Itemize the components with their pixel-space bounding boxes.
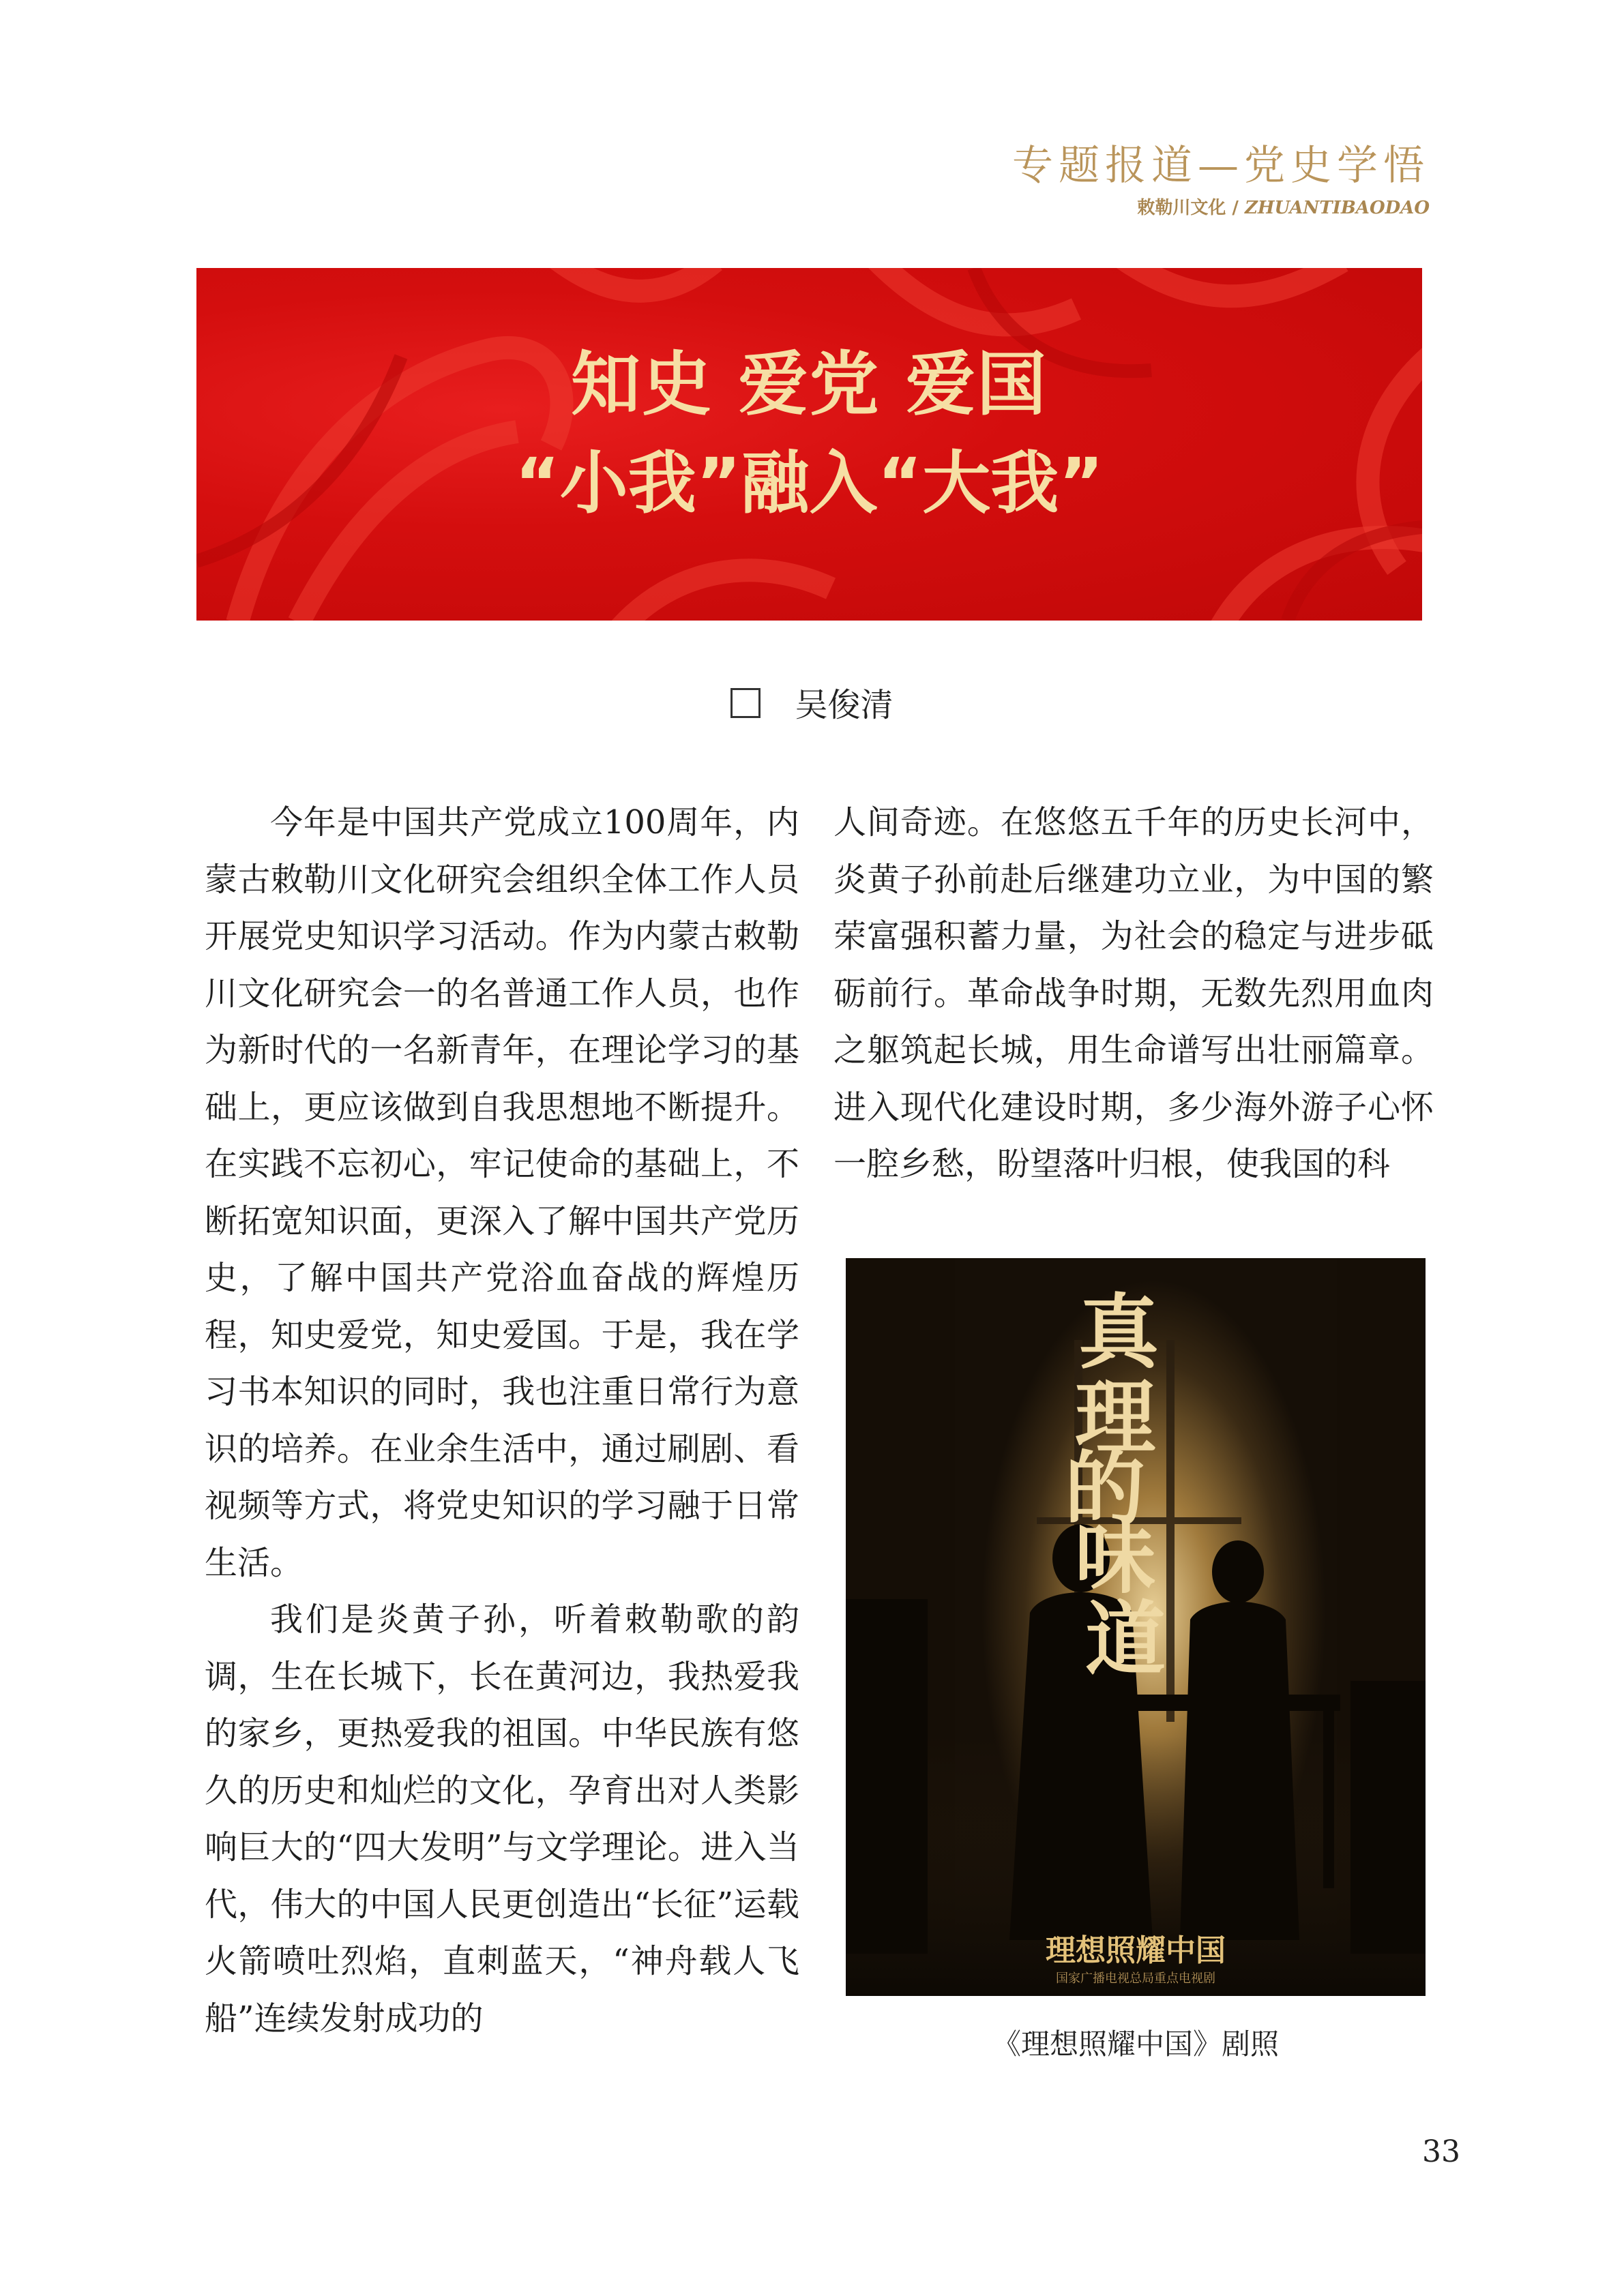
section-subtitle (1012, 194, 1430, 219)
poster-caption: 《理想照耀中国》剧照 (992, 2027, 1279, 2061)
author-name: 吴俊清 (795, 686, 894, 724)
section-subtitle-cn: 敕勒川文化 (1137, 198, 1226, 218)
paragraph-2-continued: 人间奇迹。在悠悠五千年的历史长河中，炎黄子孙前赴后继建功立业，为中国的繁荣富强积蓄力量，为社会的稳定与进步砥砺前行。革命战争时期，无数先烈用血肉之躯筑起长城，用生命谱写出壮丽篇章。进入现代化建设时期，多少海外游子心怀一腔乡愁，盼望落叶归根，使我国的科 (833, 803, 1434, 1183)
poster-title-char-3: 味 (1074, 1510, 1156, 1605)
banner-title-line-1: 知史 爱党 爱国 (570, 344, 1048, 426)
drama-poster-image (846, 1258, 1426, 1996)
section-title: 专题报道—党史学悟 (1012, 142, 1430, 190)
paragraph-1: 今年是中国共产党成立100周年，内蒙古敕勒川文化研究会组织全体工作人员开展党史知识学习活动。作为内蒙古敕勒川文化研究会一的名普通工作人员，也作为新时代的一名新青年，在理论学习的基础上，更应该做到自我思想地不断提升。在实践不忘初心，牢记使命的基础上，不断拓宽知识面，更深入了解中国共产党历史，了解中国共产党浴血奋战的辉煌历程，知史爱党，知史爱国。于是，我在学习书本知识的同时，我也注重日常行为意识的培养。在业余生活中，通过刷剧、看视频等方式，将党史知识的学习融于日常生活。 (205, 803, 799, 1582)
banner-title-line-2: “小我”融入“大我” (515, 443, 1104, 523)
poster-bottom-title: 理想照耀中国 (1046, 1933, 1226, 1968)
poster-title-char-1: 理 (1074, 1370, 1156, 1465)
author-line (0, 679, 1624, 726)
section-subtitle-sep: / (1226, 198, 1245, 218)
section-subtitle-en: ZHUANTIBAODAO (1244, 198, 1430, 218)
poster-title-char-0: 真 (1078, 1285, 1160, 1380)
title-banner (196, 268, 1422, 621)
section-header (1012, 143, 1430, 219)
poster-title-char-4: 道 (1084, 1592, 1166, 1686)
poster-title-char-2: 的 (1064, 1442, 1146, 1536)
article-column-left (205, 794, 799, 2047)
author-box-icon (730, 688, 761, 718)
paragraph-2: 我们是炎黄子孙，听着敕勒歌的韵调，生在长城下，长在黄河边，我热爱我的家乡，更热爱我的祖国。中华民族有悠久的历史和灿烂的文化，孕育出对人类影响巨大的“四大发明”与文学理论。进入当代，伟大的中国人民更创造出“长征”运载火箭喷吐烈焰，直刺蓝天，“神舟载人飞船”连续发射成功的 (205, 1600, 799, 2038)
page-number: 33 (1422, 2134, 1460, 2169)
poster-illustration (846, 1258, 1426, 1996)
article-column-right (833, 794, 1434, 1193)
poster-bottom-small: 国家广播电视总局重点电视剧 (1056, 1971, 1215, 1986)
